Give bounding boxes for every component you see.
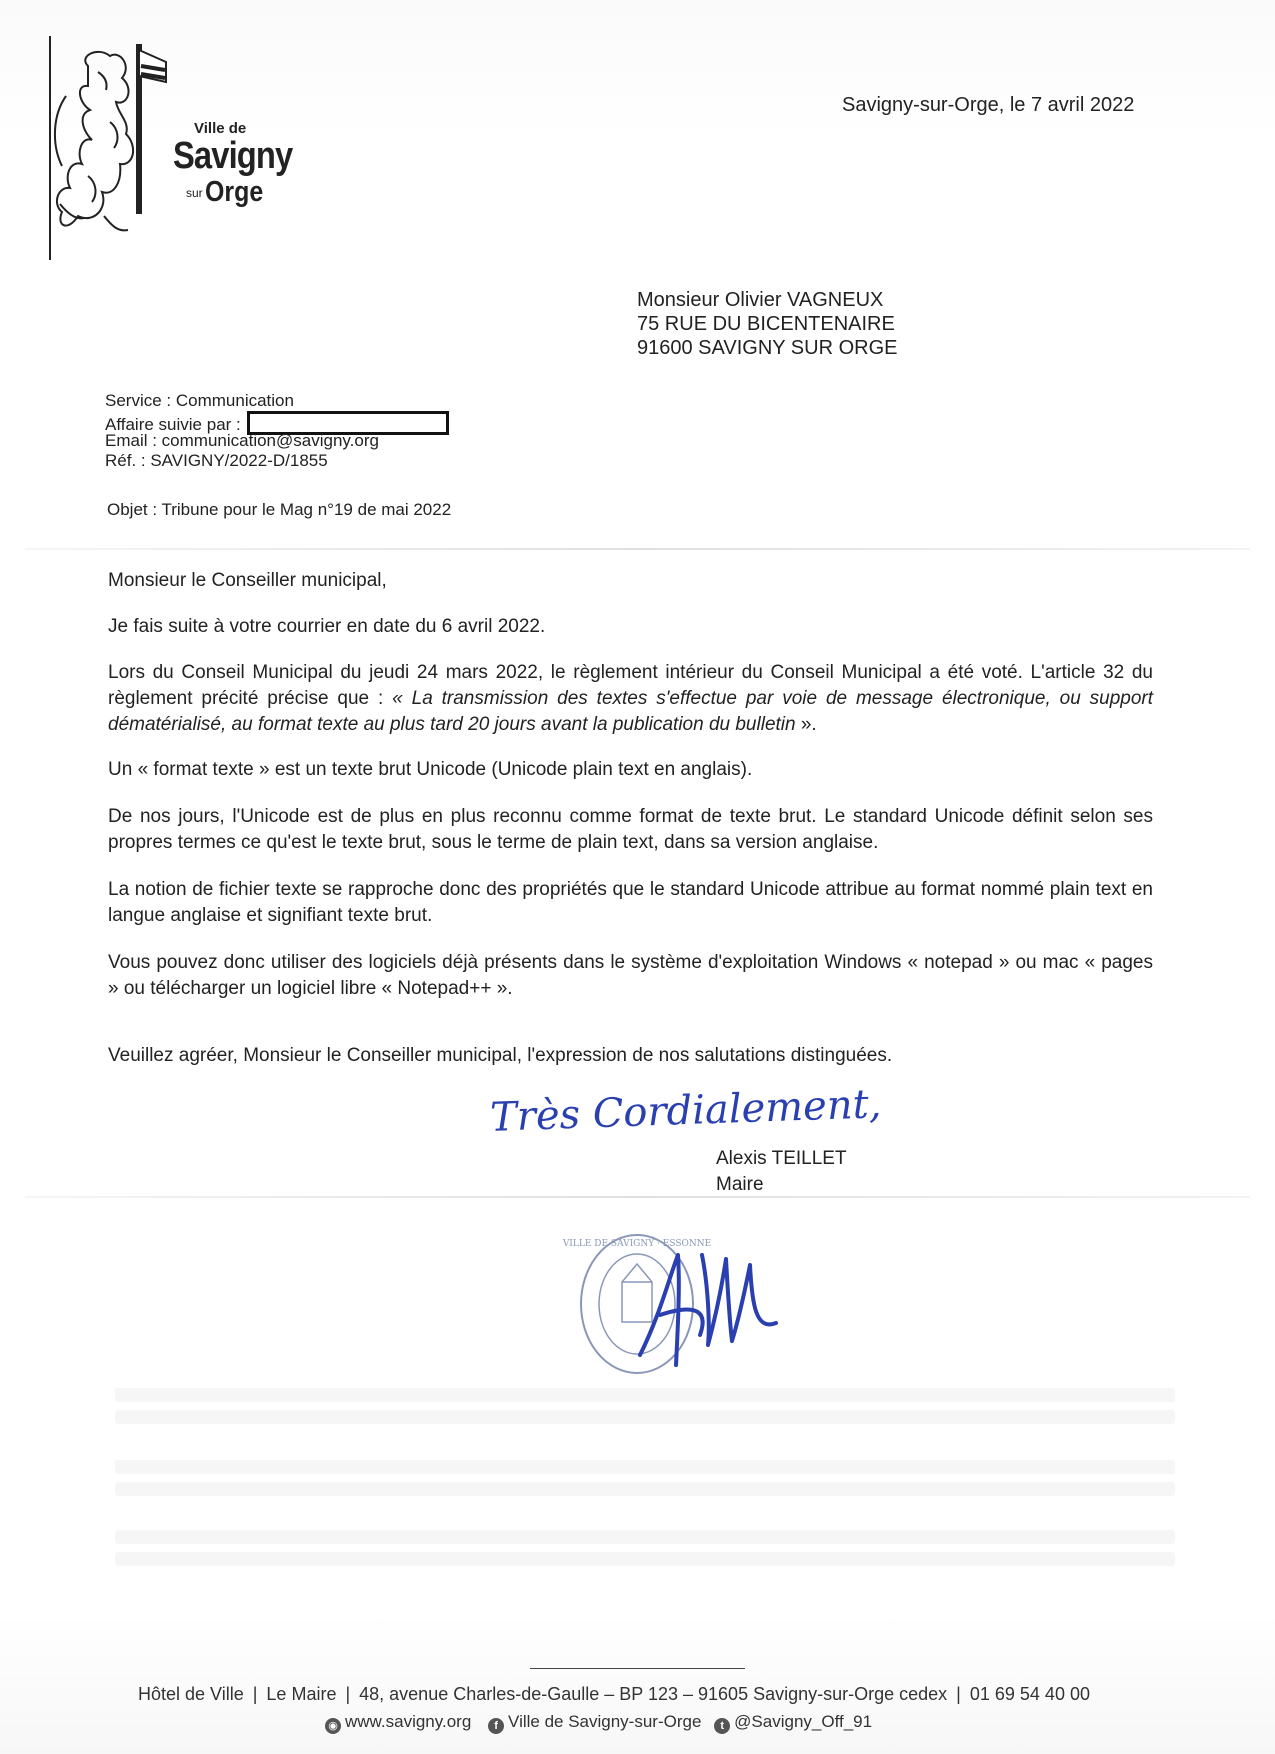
paragraph-fichier-texte: La notion de fichier texte se rapproche donc des propriétés que le standard Unicode attribue au format nommé plain text en langue anglaise et signifiant texte brut.: [108, 879, 1153, 926]
footer-website: www.savigny.org: [345, 1712, 472, 1731]
paragraph-reglement-text: Lors du Conseil Municipal du jeudi 24 mars 2022, le règlement intérieur du Conseil Municipal a été voté. L'article 32 du règlement précité précise que :: [108, 662, 1153, 709]
letter-metadata: [105, 391, 449, 471]
signer-name: Alexis TEILLET: [716, 1148, 847, 1169]
fold-line: [25, 548, 1250, 550]
twitter-icon: t: [714, 1718, 730, 1734]
recipient-city: 91600 SAVIGNY SUR ORGE: [637, 337, 898, 359]
paragraph-reglement: [108, 660, 1153, 738]
footer-divider: [530, 1668, 745, 1669]
facebook-icon: f: [488, 1718, 504, 1734]
mayor-signature: [630, 1245, 780, 1375]
logo-orge: Orge: [205, 176, 264, 208]
handwritten-note: Très Cordialement,: [489, 1081, 883, 1141]
email-line: Email : communication@savigny.org: [105, 431, 379, 450]
reglement-quote: « La transmission des textes s'effectue par voie de message électronique, ou support dématérialisé, au format texte au plus tard 20 jours avant la publication du bulletin: [108, 688, 1154, 735]
bleed-through: [115, 1410, 1175, 1424]
closing-formula: Veuillez agréer, Monsieur le Conseiller municipal, l'expression de nos salutations distinguées.: [108, 1045, 893, 1066]
footer-address-line: Hôtel de Ville | Le Maire | 48, avenue Charles-de-Gaulle – BP 123 – 91605 Savigny-sur-Orge cedex | 01 69 54 40 00: [138, 1684, 1090, 1704]
bleed-through: [115, 1388, 1175, 1402]
subject-line: Objet : Tribune pour le Mag n°19 de mai 2022: [107, 500, 452, 519]
reglement-quote-end: ».: [795, 714, 817, 735]
paragraph-intro: Je fais suite à votre courrier en date du 6 avril 2022.: [108, 616, 546, 637]
footer-links-line: [325, 1712, 872, 1734]
logo-savigny: Savigny: [173, 135, 293, 177]
paragraph-unicode: De nos jours, l'Unicode est de plus en plus reconnu comme format de texte brut. Le standard Unicode définit selon ses propres termes ce qu'est le texte brut, sous le terme de plain text, dans sa version anglaise.: [108, 806, 1153, 853]
paragraph-format-texte: Un « format texte » est un texte brut Unicode (Unicode plain text en anglais).: [108, 759, 753, 780]
service-line: Service : Communication: [105, 391, 294, 410]
reference-line: Réf. : SAVIGNY/2022-D/1855: [105, 451, 328, 470]
signer-title: Maire: [716, 1174, 764, 1195]
globe-icon: ◉: [325, 1718, 341, 1734]
footer-address: 48, avenue Charles-de-Gaulle – BP 123 – 91605 Savigny-sur-Orge cedex: [359, 1684, 948, 1704]
bleed-through: [115, 1552, 1175, 1566]
bleed-through: [115, 1530, 1175, 1544]
seal-text: VILLE DE SAVIGNY · ESSONNE: [562, 1239, 712, 1249]
logo-sur: sur: [186, 186, 203, 200]
footer-twitter: @Savigny_Off_91: [734, 1712, 873, 1731]
recipient-address: [637, 288, 897, 360]
salutation: Monsieur le Conseiller municipal,: [108, 570, 387, 591]
footer-maire: Le Maire: [266, 1684, 337, 1704]
footer-phone: 01 69 54 40 00: [969, 1684, 1090, 1704]
signer-block: [716, 1146, 847, 1198]
affaire-label: Affaire suivie par :: [105, 415, 241, 434]
letter-date: Savigny-sur-Orge, le 7 avril 2022: [842, 94, 1135, 116]
affaire-line: [105, 411, 449, 434]
fold-line: [25, 1196, 1250, 1198]
recipient-street: 75 RUE DU BICENTENAIRE: [637, 313, 895, 335]
paragraph-logiciels: Vous pouvez donc utiliser des logiciels déjà présents dans le système d'exploitation Windows « notepad » ou mac « pages » ou télécharger un logiciel libre « Notepad++ ».: [108, 952, 1153, 999]
recipient-name: Monsieur Olivier VAGNEUX: [637, 289, 884, 311]
bleed-through: [115, 1482, 1175, 1496]
footer-facebook: Ville de Savigny-sur-Orge: [508, 1712, 702, 1731]
bleed-through: [115, 1460, 1175, 1474]
logo-ville-de: Ville de: [194, 120, 247, 137]
footer-hotel: Hôtel de Ville: [138, 1684, 244, 1704]
